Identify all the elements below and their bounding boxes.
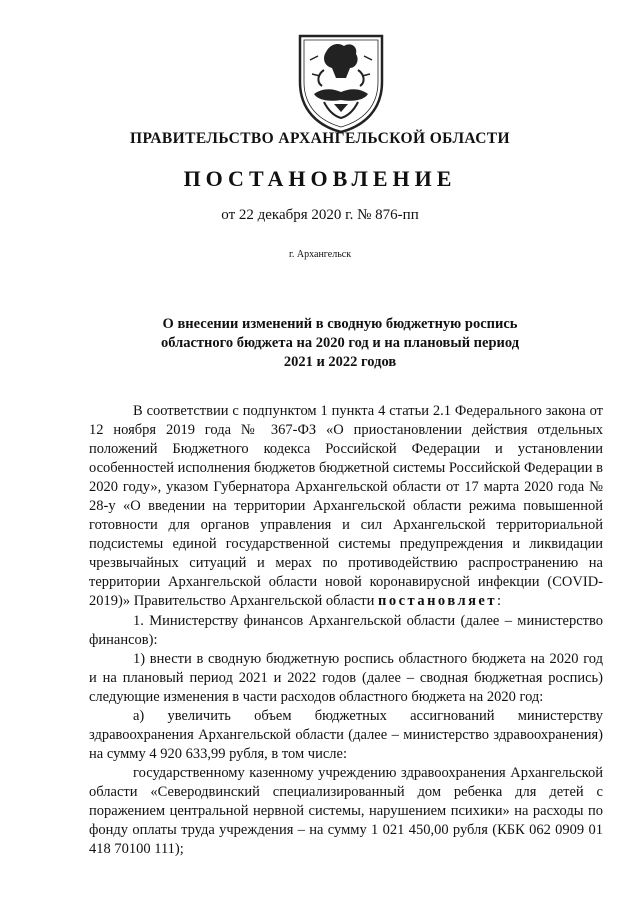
document-subject <box>140 315 540 372</box>
document-type-heading: ПОСТАНОВЛЕНИЕ <box>183 166 457 191</box>
clause-paragraph: а) увеличить объем бюджетных ассигнований министерству здравоохранения Архангельской области (далее – министерство здравоохранения) на сумму 4 920 633,99 рубля, в том числе: <box>89 707 603 762</box>
decree-word: постановляет <box>377 593 497 610</box>
clause-paragraph: 1. Министерству финансов Архангельской области (далее – министерство финансов): <box>89 612 603 648</box>
preamble-paragraph <box>89 402 603 612</box>
document-city: г. Архангельск <box>288 249 352 260</box>
decree-colon: : <box>497 593 502 610</box>
subject-line: О внесении изменений в сводную бюджетную роспись <box>162 316 518 332</box>
subject-line: 2021 и 2022 годов <box>283 354 397 370</box>
document-body <box>89 402 603 859</box>
clause-paragraph: 1) внести в сводную бюджетную роспись областного бюджета на 2020 год и на плановый период 2021 и 2022 годов (далее – сводная бюджетная роспись) следующие изменения в части расходов областного бюджета на 2020 год: <box>89 650 603 705</box>
government-title: ПРАВИТЕЛЬСТВО АРХАНГЕЛЬСКОЙ ОБЛАСТИ <box>129 130 510 147</box>
preamble-text: В соответствии с подпунктом 1 пункта 4 статьи 2.1 Федерального закона от 12 ноября 2019 года № 367-ФЗ «О приостановлении действия отдельных положений Бюджетного кодекса Российской Федерации и установлении особенностей исполнения бюджетов бюджетной системы Российской Федерации в 2020 году», указом Губернатора Архангельской области от 17 марта 2020 года № 28-у «О введении на территории Архангельской области режима повышенной готовности для органов управления и сил Архангельской территориальной подсистемы единой государственной системы предупреждения и ликвидации чрезвычайных ситуаций и мерах по противодействию распространению на территории Архангельской области новой коронавирусной инфекции (COVID-2019)» Правительство Архангельской области <box>89 403 603 610</box>
subject-line: областного бюджета на 2020 год и на плановый период <box>160 335 520 351</box>
document-date-number: от 22 декабря 2020 г. № 876-пп <box>221 207 419 223</box>
clause-paragraph: государственному казенному учреждению здравоохранения Архангельской области «Северодвинский специализированный дом ребенка для детей с поражением центральной нервной системы, нарушением психики» на расходы по фонду оплаты труда учреждения – на сумму 1 021 450,00 рубля (КБК 062 0909 01 418 70100 111); <box>89 764 603 858</box>
coat-of-arms-emblem <box>294 30 388 134</box>
